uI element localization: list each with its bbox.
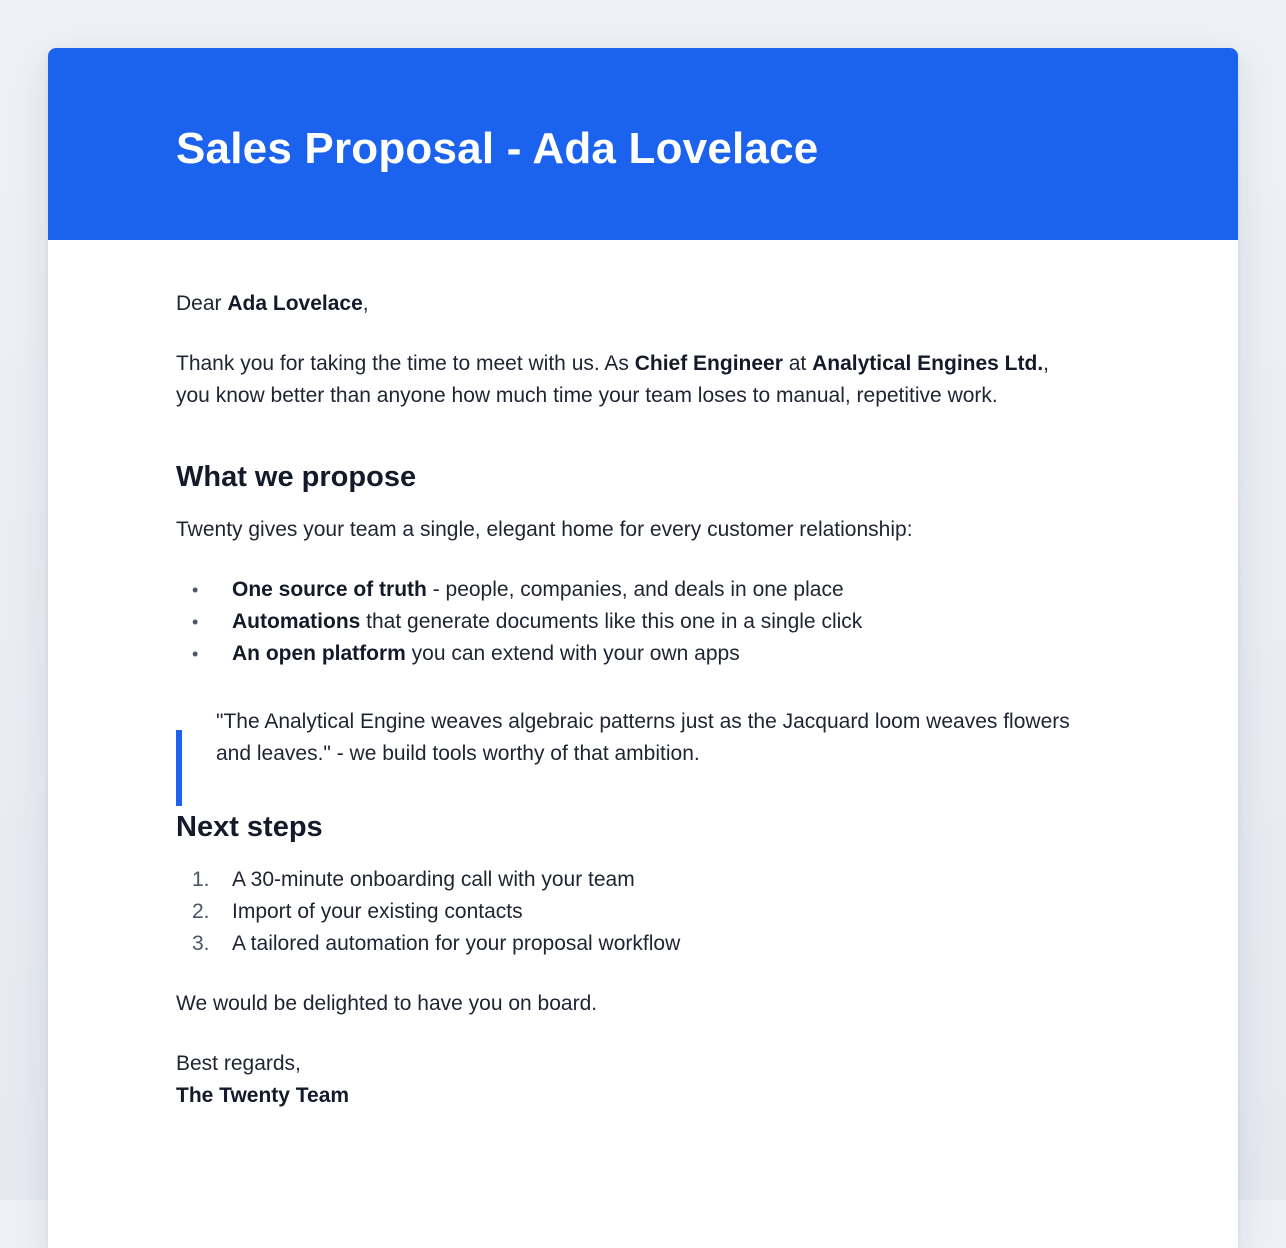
section-heading-next-steps: Next steps <box>176 811 323 843</box>
bullet-marker: • <box>192 644 199 664</box>
list-item <box>176 606 862 638</box>
benefit-text: you can extend with your own apps <box>405 642 740 665</box>
greeting-prefix: Dear <box>176 292 228 315</box>
closing-line: We would be delighted to have you on board. <box>176 992 598 1015</box>
next-steps-list <box>176 864 680 960</box>
step-number: 3. <box>192 932 210 955</box>
blockquote <box>176 710 1122 806</box>
step-number: 2. <box>192 900 210 923</box>
intro-text-3: , <box>1043 352 1049 375</box>
signature: The Twenty Team <box>176 1084 350 1107</box>
intro-text-2: at <box>782 352 813 375</box>
bullet-marker: • <box>192 612 199 632</box>
header-banner <box>48 48 1238 240</box>
step-text: A tailored automation for your proposal workflow <box>232 932 681 955</box>
benefits-list <box>176 574 862 670</box>
bullet-marker: • <box>192 580 199 600</box>
step-text: Import of your existing contacts <box>232 900 523 923</box>
list-item <box>176 928 680 960</box>
proposal-document <box>48 48 1238 1248</box>
benefit-text: - people, companies, and deals in one place <box>426 578 844 601</box>
benefit-title: One source of truth <box>232 578 427 601</box>
intro-text-1: Thank you for taking the time to meet with us. As <box>176 352 635 375</box>
recipient-company: Analytical Engines Ltd. <box>812 352 1044 375</box>
list-item <box>176 864 680 896</box>
recipient-role: Chief Engineer <box>634 352 783 375</box>
intro-paragraph <box>176 348 1110 412</box>
page-title: Sales Proposal - Ada Lovelace <box>176 124 819 173</box>
section-heading-proposal: What we propose <box>176 461 417 493</box>
signoff-block <box>176 1048 1110 1112</box>
list-item <box>176 896 680 928</box>
benefit-text: that generate documents like this one in a single click <box>360 610 863 633</box>
step-text: A 30-minute onboarding call with your team <box>232 868 635 891</box>
benefit-title: An open platform <box>232 642 406 665</box>
proposal-intro: Twenty gives your team a single, elegant home for every customer relationship: <box>176 518 913 541</box>
intro-text-4: you know better than anyone how much time your team loses to manual, repetitive work. <box>176 384 998 407</box>
quote-line-1: "The Analytical Engine weaves algebraic patterns just as the Jacquard loom weaves flowers <box>216 710 1070 733</box>
list-item <box>176 574 862 606</box>
list-item <box>176 638 862 670</box>
recipient-name: Ada Lovelace <box>227 292 363 315</box>
benefit-title: Automations <box>232 610 361 633</box>
quote-text <box>216 706 1126 770</box>
greeting-suffix: , <box>362 292 369 315</box>
signoff: Best regards, <box>176 1052 301 1075</box>
greeting <box>176 288 1110 320</box>
quote-line-2: and leaves." - we build tools worthy of that ambition. <box>216 742 700 765</box>
step-number: 1. <box>192 868 210 891</box>
